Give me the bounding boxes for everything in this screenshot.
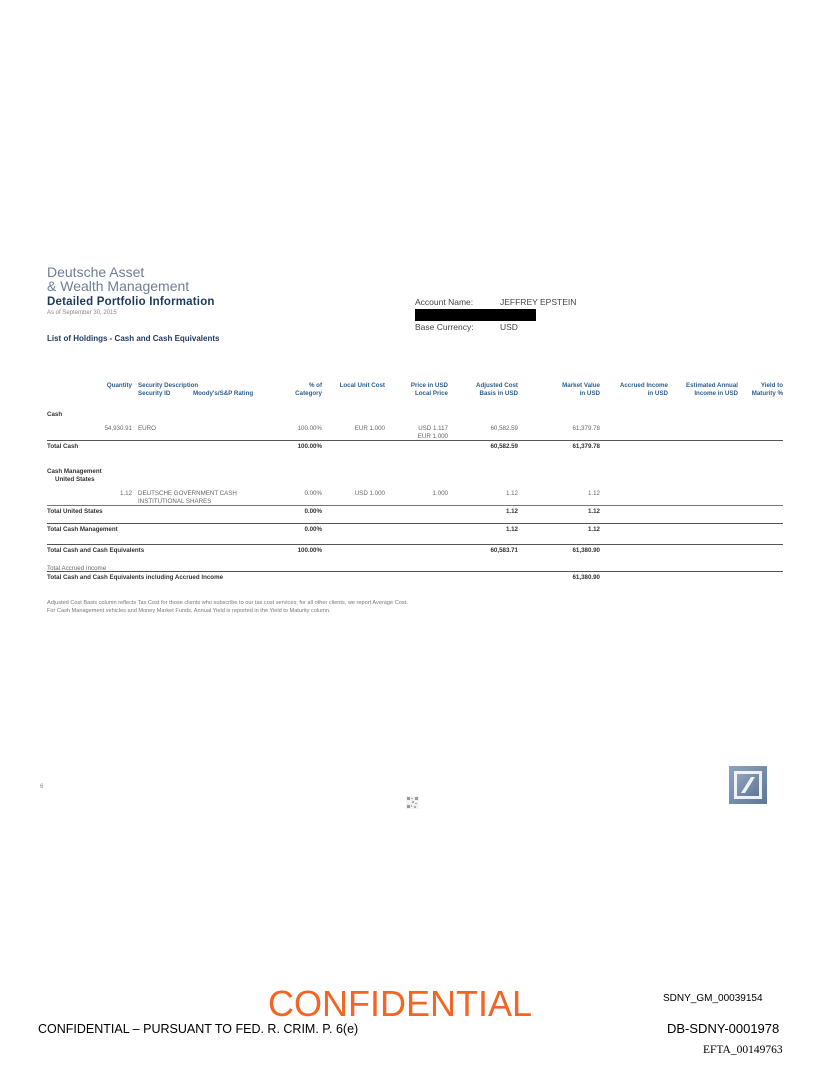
cash-market-value: 61,379.78 bbox=[572, 425, 600, 432]
col-price bbox=[392, 382, 448, 398]
base-currency-value: USD bbox=[500, 322, 518, 332]
divider bbox=[47, 523, 783, 524]
cash-description: EURO bbox=[138, 425, 156, 432]
grand-total-adj: 60,583.71 bbox=[490, 547, 518, 554]
col-pct-category bbox=[270, 382, 322, 398]
divider bbox=[47, 440, 783, 441]
col-mv-line1: Market Value bbox=[562, 382, 600, 389]
total-cm-mv: 1.12 bbox=[587, 526, 600, 533]
grand-total-pct: 100.00% bbox=[297, 547, 322, 554]
col-rating: Moody's/S&P Rating bbox=[193, 390, 254, 397]
cash-pct: 100.00% bbox=[297, 425, 322, 432]
cash-local-unit-cost: EUR 1.000 bbox=[354, 425, 385, 432]
col-local-unit-cost: Local Unit Cost bbox=[339, 382, 385, 389]
cm-adj-cost: 1.12 bbox=[505, 490, 518, 497]
col-adj-line2: Basis in USD bbox=[479, 390, 518, 397]
cm-local-unit-cost: USD 1.000 bbox=[354, 490, 385, 497]
divider bbox=[47, 571, 783, 572]
cash-local-price: EUR 1.000 bbox=[417, 433, 448, 440]
divider bbox=[47, 544, 783, 545]
footnote-2: For Cash Management vehicles and Money Market Funds, Annual Yield is reported in the Yield to Maturity column. bbox=[47, 607, 331, 614]
cm-market-value: 1.12 bbox=[587, 490, 600, 497]
redaction-bar bbox=[415, 309, 536, 321]
col-ytm-line2: Maturity % bbox=[751, 390, 783, 397]
col-pct-line2: Category bbox=[295, 390, 322, 397]
col-estimated-annual-income bbox=[672, 382, 738, 398]
col-ytm-line1: Yield to bbox=[760, 382, 783, 389]
col-market-value bbox=[540, 382, 600, 398]
cm-pct: 0.00% bbox=[304, 490, 322, 497]
grand-total-mv: 61,380.90 bbox=[572, 547, 600, 554]
brand-line-1: Deutsche Asset bbox=[47, 264, 145, 280]
total-cash-label: Total Cash bbox=[47, 443, 79, 450]
cm-quantity: 1.12 bbox=[119, 490, 132, 497]
bates-sdny: SDNY_GM_00039154 bbox=[663, 993, 763, 1004]
total-us-mv: 1.12 bbox=[587, 508, 600, 515]
bates-db: DB-SDNY-0001978 bbox=[667, 1021, 780, 1036]
footnote-1: Adjusted Cost Basis column reflects Tax Cost for those clients who subscribe to our tax cost services; for all other clients, we report Average Cost. bbox=[47, 600, 408, 606]
total-cash-adj: 60,582.59 bbox=[490, 443, 518, 450]
confidential-stamp: CONFIDENTIAL bbox=[268, 983, 533, 1024]
grand-total-incl-mv: 61,380.90 bbox=[572, 574, 600, 581]
col-eai-line2: Income in USD bbox=[694, 390, 738, 397]
col-adj-line1: Adjusted Cost bbox=[476, 382, 518, 389]
total-cm-pct: 0.00% bbox=[304, 526, 322, 533]
cm-description-line2: INSTITUTIONAL SHARES bbox=[138, 498, 212, 505]
total-cm-label: Total Cash Management bbox=[47, 526, 118, 533]
col-price-line1: Price in USD bbox=[410, 382, 448, 389]
base-currency-label: Base Currency: bbox=[415, 322, 474, 332]
col-ai-line1: Accrued Income bbox=[619, 382, 668, 389]
total-us-pct: 0.00% bbox=[304, 508, 322, 515]
bates-efta: EFTA_00149763 bbox=[703, 1044, 783, 1056]
total-accrued-income-label: Total Accrued Income bbox=[47, 565, 107, 572]
cash-quantity: 54,930.91 bbox=[104, 425, 132, 432]
brand-logo-text bbox=[47, 265, 189, 293]
total-cm-adj: 1.12 bbox=[505, 526, 518, 533]
subsection-united-states: United States bbox=[55, 476, 95, 483]
col-accrued-income bbox=[606, 382, 668, 398]
qr-code-icon bbox=[406, 796, 419, 809]
divider bbox=[47, 505, 783, 506]
page-number: 6 bbox=[40, 784, 44, 790]
total-cash-mv: 61,379.78 bbox=[572, 443, 600, 450]
col-quantity: Quantity bbox=[106, 382, 132, 389]
section-subtitle: List of Holdings - Cash and Cash Equivalents bbox=[47, 334, 220, 343]
page-title: Detailed Portfolio Information bbox=[47, 296, 215, 308]
section-cash: Cash bbox=[47, 411, 63, 418]
col-adjusted-cost bbox=[460, 382, 518, 398]
total-cash-pct: 100.00% bbox=[297, 443, 322, 450]
account-name-label: Account Name: bbox=[415, 297, 474, 307]
footnotes bbox=[47, 600, 408, 615]
col-eai-line1: Estimated Annual bbox=[685, 382, 738, 389]
col-mv-line2: in USD bbox=[579, 390, 600, 397]
as-of-date: As of September 30, 2015 bbox=[47, 310, 117, 316]
section-cash-management: Cash Management bbox=[47, 468, 102, 475]
total-us-adj: 1.12 bbox=[505, 508, 518, 515]
grand-total-label: Total Cash and Cash Equivalents bbox=[47, 547, 145, 554]
confidential-notice: CONFIDENTIAL – PURSUANT TO FED. R. CRIM. P. 6(e) bbox=[38, 1022, 359, 1036]
grand-total-incl-label: Total Cash and Cash Equivalents including Accrued Income bbox=[47, 574, 224, 581]
total-us-label: Total United States bbox=[47, 508, 103, 515]
cash-price-usd: USD 1.117 bbox=[418, 425, 448, 432]
cash-adj-cost: 60,582.59 bbox=[490, 425, 518, 432]
col-price-line2: Local Price bbox=[414, 390, 448, 397]
col-security-description: Security Description bbox=[138, 382, 199, 389]
col-security-id: Security ID bbox=[138, 390, 171, 397]
deutsche-bank-logo-icon bbox=[729, 766, 767, 804]
col-yield-to-maturity bbox=[740, 382, 783, 398]
col-ai-line2: in USD bbox=[647, 390, 668, 397]
brand-line-2: & Wealth Management bbox=[47, 278, 190, 294]
account-name-value: JEFFREY EPSTEIN bbox=[500, 297, 577, 307]
cm-description-line1: DEUTSCHE GOVERNMENT CASH bbox=[138, 490, 237, 497]
cm-price-usd: 1.000 bbox=[432, 490, 448, 497]
col-pct-line1: % of bbox=[308, 382, 322, 389]
